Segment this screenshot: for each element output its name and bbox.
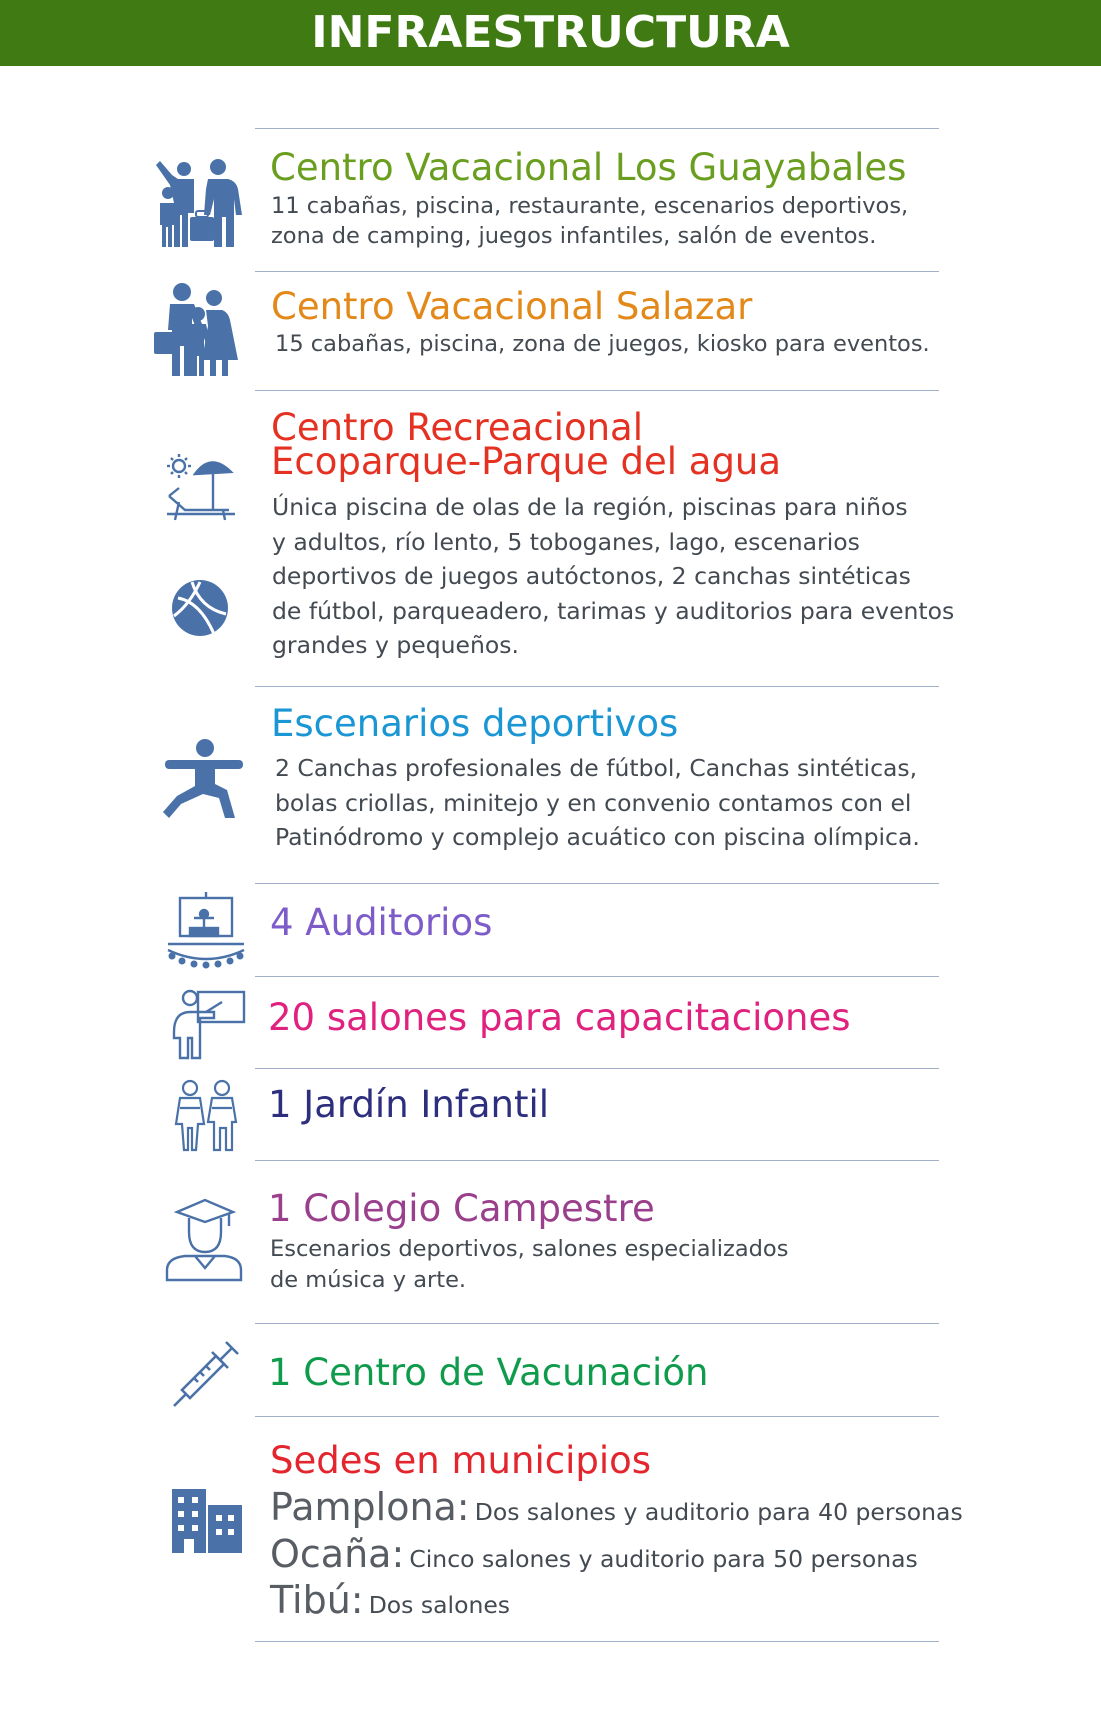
- family-group-icon: [152, 280, 242, 380]
- sede-tibu: [270, 1578, 510, 1622]
- divider: [255, 1416, 939, 1417]
- item-desc-line: 11 cabañas, piscina, restaurante, escenarios deportivos,: [271, 193, 909, 219]
- family-travel-icon: [150, 155, 246, 251]
- beach-lounger-icon: [165, 452, 239, 524]
- item-desc-line: de música y arte.: [270, 1267, 467, 1293]
- graduate-icon: [163, 1198, 245, 1282]
- item-title-salazar: Centro Vacacional Salazar: [271, 285, 753, 328]
- divider: [255, 976, 939, 977]
- divider: [255, 1068, 939, 1069]
- divider: [255, 390, 939, 391]
- item-desc-line: zona de camping, juegos infantiles, salón de eventos.: [271, 223, 877, 249]
- item-desc-line: Escenarios deportivos, salones especializados: [270, 1236, 789, 1262]
- item-title-vacunacion: 1 Centro de Vacunación: [268, 1351, 709, 1394]
- item-title-ecoparque: Centro Recreacional: [271, 406, 644, 449]
- item-desc-line: grandes y pequeños.: [272, 631, 519, 659]
- item-desc-line: y adultos, río lento, 5 toboganes, lago, escenarios: [272, 528, 860, 556]
- item-title-escenarios: Escenarios deportivos: [271, 702, 679, 745]
- page-title: INFRAESTRUCTURA: [311, 7, 790, 58]
- sede-name: Ocaña:: [270, 1532, 405, 1576]
- item-title-auditorios: 4 Auditorios: [270, 901, 493, 944]
- divider: [255, 1323, 939, 1324]
- sede-detail: Dos salones y auditorio para 40 personas: [474, 1498, 963, 1526]
- children-icon: [174, 1078, 240, 1152]
- item-title-jardin: 1 Jardín Infantil: [268, 1083, 550, 1126]
- item-desc-line: 15 cabañas, piscina, zona de juegos, kiosko para eventos.: [275, 331, 930, 357]
- sede-pamplona: [270, 1485, 963, 1529]
- item-desc-line: de fútbol, parqueadero, tarimas y auditorios para eventos: [272, 597, 955, 625]
- divider: [255, 883, 939, 884]
- sede-name: Tibú:: [270, 1578, 364, 1622]
- item-title-salones: 20 salones para capacitaciones: [268, 996, 851, 1039]
- divider: [255, 1641, 939, 1642]
- teacher-board-icon: [170, 988, 248, 1064]
- item-desc-line: Única piscina de olas de la región, piscinas para niños: [272, 493, 908, 521]
- item-desc-line: 2 Canchas profesionales de fútbol, Canchas sintéticas,: [275, 754, 918, 782]
- divider: [255, 128, 939, 129]
- buildings-icon: [172, 1483, 244, 1555]
- sede-name: Pamplona:: [270, 1485, 470, 1529]
- item-desc-line: Patinódromo y complejo acuático con piscina olímpica.: [275, 823, 920, 851]
- item-title-sedes: Sedes en municipios: [270, 1439, 652, 1482]
- item-desc-line: bolas criollas, minitejo y en convenio contamos con el: [275, 789, 912, 817]
- item-desc-line: deportivos de juegos autóctonos, 2 canchas sintéticas: [272, 562, 911, 590]
- athlete-pose-icon: [163, 738, 245, 820]
- item-title-ecoparque-line2: Ecoparque-Parque del agua: [271, 440, 782, 483]
- sede-detail: Cinco salones y auditorio para 50 personas: [409, 1545, 918, 1573]
- sede-detail: Dos salones: [368, 1591, 511, 1619]
- beach-ball-icon: [170, 578, 230, 638]
- auditorium-icon: [164, 890, 248, 974]
- item-title-los-guayabales: Centro Vacacional Los Guayabales: [270, 146, 907, 189]
- divider: [255, 1160, 939, 1161]
- syringe-icon: [172, 1338, 242, 1408]
- sede-ocana: [270, 1532, 918, 1576]
- divider: [255, 271, 939, 272]
- divider: [255, 686, 939, 687]
- item-title-colegio: 1 Colegio Campestre: [268, 1187, 655, 1230]
